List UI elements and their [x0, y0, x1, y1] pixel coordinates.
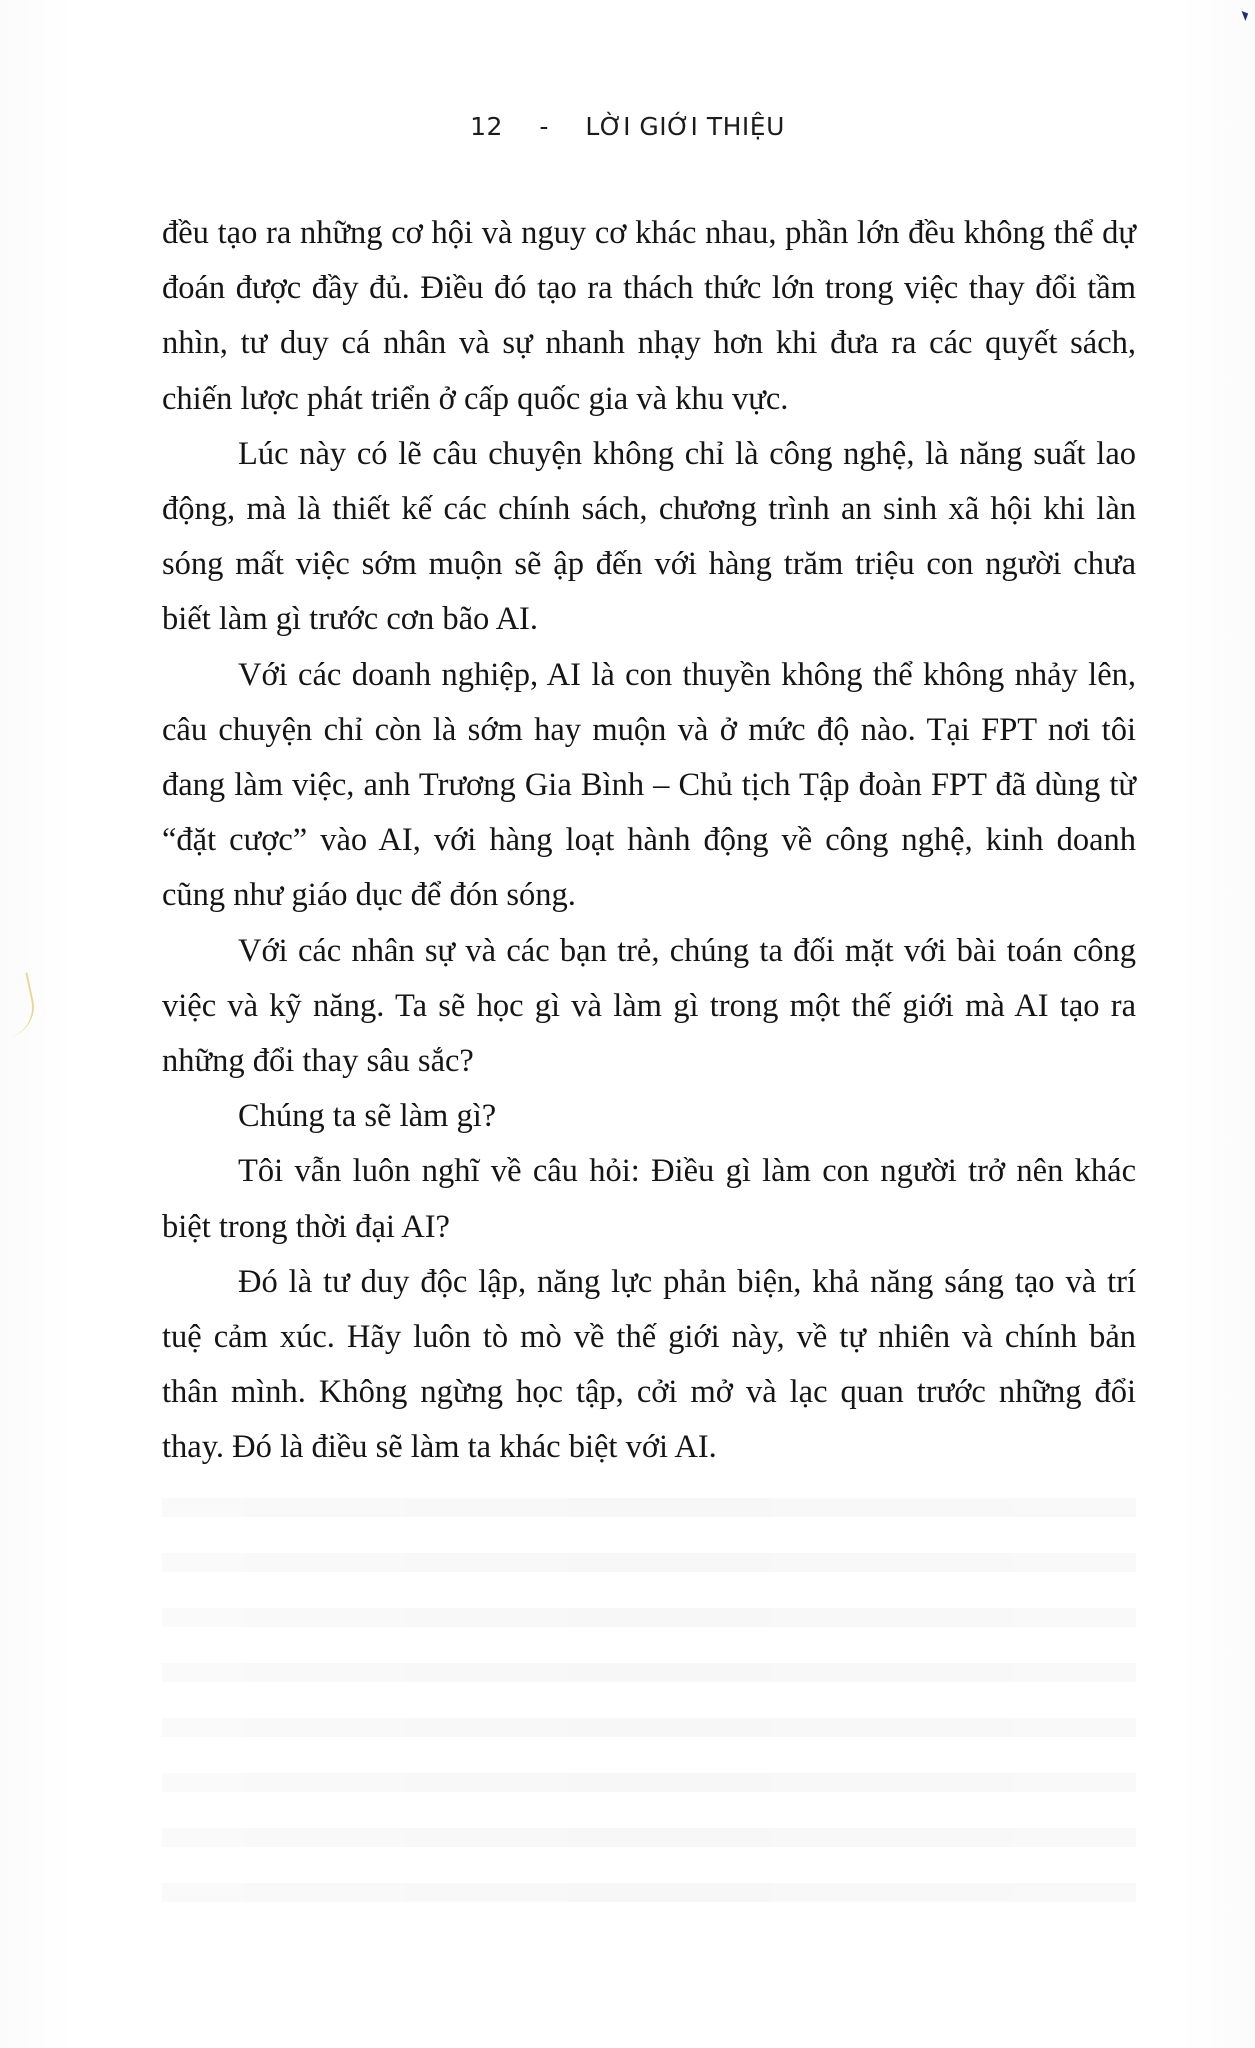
chapter-title: LỜI GIỚI THIỆU	[585, 112, 785, 141]
corner-mark-icon	[1239, 11, 1248, 21]
paragraph: Tôi vẫn luôn nghĩ về câu hỏi: Điều gì làm con người trở nên khác biệt trong thời đại AI?	[162, 1153, 1136, 1245]
paragraph-continuation: đều tạo ra những cơ hội và nguy cơ khác nhau, phần lớn đều không thể dự đoán được đầy đủ. Điều đó tạo ra thách thức lớn trong việc thay đổi tầm nhìn, tư duy cá nhân và sự nhanh nhạy hơn khi đưa ra các quyết sách, chiến lược phát triển ở cấp quốc gia và khu vực.	[162, 215, 1136, 417]
bleed-through-line	[162, 1590, 1136, 1645]
paper-thread-mark	[0, 972, 40, 1037]
paragraph: Với các doanh nghiệp, AI là con thuyền không thể không nhảy lên, câu chuyện chỉ còn là sớm hay muộn và ở mức độ nào. Tại FPT nơi tôi đang làm việc, anh Trương Gia Bình – Chủ tịch Tập đoàn FPT đã dùng từ “đặt cược” vào AI, với hàng loạt hành động về công nghệ, kinh doanh cũng như giáo dục để đón sóng.	[162, 656, 1136, 914]
header-separator: -	[539, 112, 549, 141]
paragraph: Đó là tư duy độc lập, năng lực phản biện, khả năng sáng tạo và trí tuệ cảm xúc. Hãy luôn tò mò về thế giới này, về tự nhiên và chính bản thân mình. Không ngừng học tập, cởi mở và lạc quan trước những đổi thay. Đó là điều sẽ làm ta khác biệt với AI.	[162, 1263, 1136, 1466]
bleed-through-line	[162, 1480, 1136, 1535]
page-number: 12	[470, 112, 503, 141]
bleed-through-line	[162, 1755, 1136, 1810]
bleed-through-line	[162, 1645, 1136, 1700]
bleed-through-line	[162, 1700, 1136, 1755]
paragraph: Với các nhân sự và các bạn trẻ, chúng ta đối mặt với bài toán công việc và kỹ năng. Ta sẽ học gì và làm gì trong một thế giới mà AI tạo ra những đổi thay sâu sắc?	[162, 932, 1136, 1080]
paragraph: Lúc này có lẽ câu chuyện không chỉ là công nghệ, là năng suất lao động, mà là thiết kế các chính sách, chương trình an sinh xã hội khi làn sóng mất việc sớm muộn sẽ ập đến với hàng trăm triệu con người chưa biết làm gì trước cơn bão AI.	[162, 435, 1136, 638]
body-text	[162, 206, 1136, 1476]
bleed-through-line	[162, 1810, 1136, 1865]
bleed-through-text	[162, 1480, 1136, 1920]
bleed-through-line	[162, 1865, 1136, 1920]
running-header	[0, 112, 1255, 141]
bleed-through-line	[162, 1535, 1136, 1590]
paragraph: Chúng ta sẽ làm gì?	[238, 1098, 497, 1135]
